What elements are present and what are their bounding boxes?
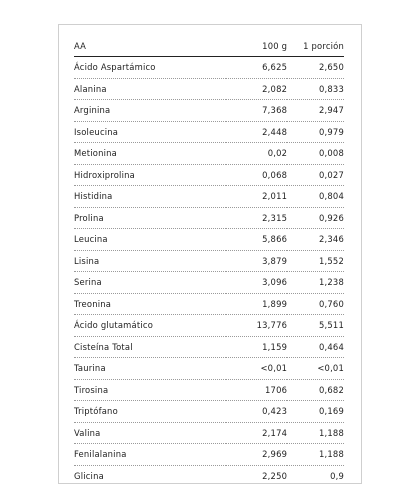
value-portion: 5,511 bbox=[287, 315, 344, 337]
aa-name: Histidina bbox=[74, 186, 226, 208]
value-100g: 7,368 bbox=[226, 100, 287, 122]
table-row bbox=[74, 465, 344, 486]
aa-name: Prolina bbox=[74, 207, 226, 229]
value-portion: 1,552 bbox=[287, 250, 344, 272]
table-row bbox=[74, 186, 344, 208]
value-100g: 2,448 bbox=[226, 121, 287, 143]
aa-name: Fenilalanina bbox=[74, 444, 226, 466]
value-100g: 1,159 bbox=[226, 336, 287, 358]
value-portion: 0,833 bbox=[287, 78, 344, 100]
value-100g: 0,068 bbox=[226, 164, 287, 186]
value-portion: 0,027 bbox=[287, 164, 344, 186]
aa-name: Lisina bbox=[74, 250, 226, 272]
table-header-row bbox=[74, 36, 344, 57]
value-100g: 13,776 bbox=[226, 315, 287, 337]
table-row bbox=[74, 379, 344, 401]
aa-name: Metionina bbox=[74, 143, 226, 165]
value-100g: <0,01 bbox=[226, 358, 287, 380]
table-row bbox=[74, 57, 344, 79]
aa-name: Isoleucina bbox=[74, 121, 226, 143]
table-row bbox=[74, 315, 344, 337]
value-100g: 2,174 bbox=[226, 422, 287, 444]
value-100g: 1706 bbox=[226, 379, 287, 401]
header-portion: 1 porción bbox=[287, 36, 344, 57]
aa-name: Arginina bbox=[74, 100, 226, 122]
value-portion: 0,008 bbox=[287, 143, 344, 165]
table-row bbox=[74, 250, 344, 272]
value-100g: 5,866 bbox=[226, 229, 287, 251]
table-row bbox=[74, 143, 344, 165]
aa-name: Leucina bbox=[74, 229, 226, 251]
value-100g: 2,969 bbox=[226, 444, 287, 466]
value-100g: 0,423 bbox=[226, 401, 287, 423]
value-portion: <0,01 bbox=[287, 358, 344, 380]
value-portion: 0,9 bbox=[330, 470, 344, 481]
aa-name: Ácido glutamático bbox=[74, 315, 226, 337]
value-portion: 1,238 bbox=[287, 272, 344, 294]
aa-name: Hidroxiprolina bbox=[74, 164, 226, 186]
value-100g: 2,082 bbox=[226, 78, 287, 100]
value-portion: 0,804 bbox=[287, 186, 344, 208]
value-portion: 2,346 bbox=[287, 229, 344, 251]
table-row bbox=[74, 100, 344, 122]
value-portion: 0,979 bbox=[287, 121, 344, 143]
aa-name: Cisteína Total bbox=[74, 336, 226, 358]
value-portion: 2,650 bbox=[287, 57, 344, 79]
value-100g: 0,02 bbox=[226, 143, 287, 165]
value-portion: 0,169 bbox=[287, 401, 344, 423]
aa-name: Treonina bbox=[74, 293, 226, 315]
aa-name: Glicina bbox=[74, 470, 104, 481]
table-row bbox=[74, 164, 344, 186]
value-100g: 2,011 bbox=[226, 186, 287, 208]
amino-acid-table bbox=[74, 36, 344, 486]
value-100g: 1,899 bbox=[226, 293, 287, 315]
value-100g: 2,250 bbox=[262, 470, 288, 481]
aa-name: Taurina bbox=[74, 358, 226, 380]
value-100g: 3,096 bbox=[226, 272, 287, 294]
table-row bbox=[74, 358, 344, 380]
aa-name: Triptófano bbox=[74, 401, 226, 423]
aa-name: Valina bbox=[74, 422, 226, 444]
table-row bbox=[74, 293, 344, 315]
table-row bbox=[74, 78, 344, 100]
table-row bbox=[74, 121, 344, 143]
header-name: AA bbox=[74, 36, 226, 57]
table-body bbox=[74, 57, 344, 487]
aa-name: Serina bbox=[74, 272, 226, 294]
value-portion: 0,926 bbox=[287, 207, 344, 229]
value-portion: 2,947 bbox=[287, 100, 344, 122]
value-100g: 3,879 bbox=[226, 250, 287, 272]
value-100g: 2,315 bbox=[226, 207, 287, 229]
table-row bbox=[74, 401, 344, 423]
value-portion: 0,464 bbox=[287, 336, 344, 358]
table-row bbox=[74, 229, 344, 251]
aa-name: Tirosina bbox=[74, 379, 226, 401]
value-100g: 6,625 bbox=[226, 57, 287, 79]
value-portion: 0,682 bbox=[287, 379, 344, 401]
aa-name: Alanina bbox=[74, 78, 226, 100]
value-portion: 0,760 bbox=[287, 293, 344, 315]
table-row bbox=[74, 272, 344, 294]
aa-name: Ácido Aspartámico bbox=[74, 57, 226, 79]
header-100g: 100 g bbox=[226, 36, 287, 57]
value-portion: 1,188 bbox=[287, 444, 344, 466]
value-portion: 1,188 bbox=[287, 422, 344, 444]
table-row bbox=[74, 207, 344, 229]
table-row bbox=[74, 336, 344, 358]
table-row bbox=[74, 444, 344, 466]
table-row bbox=[74, 422, 344, 444]
